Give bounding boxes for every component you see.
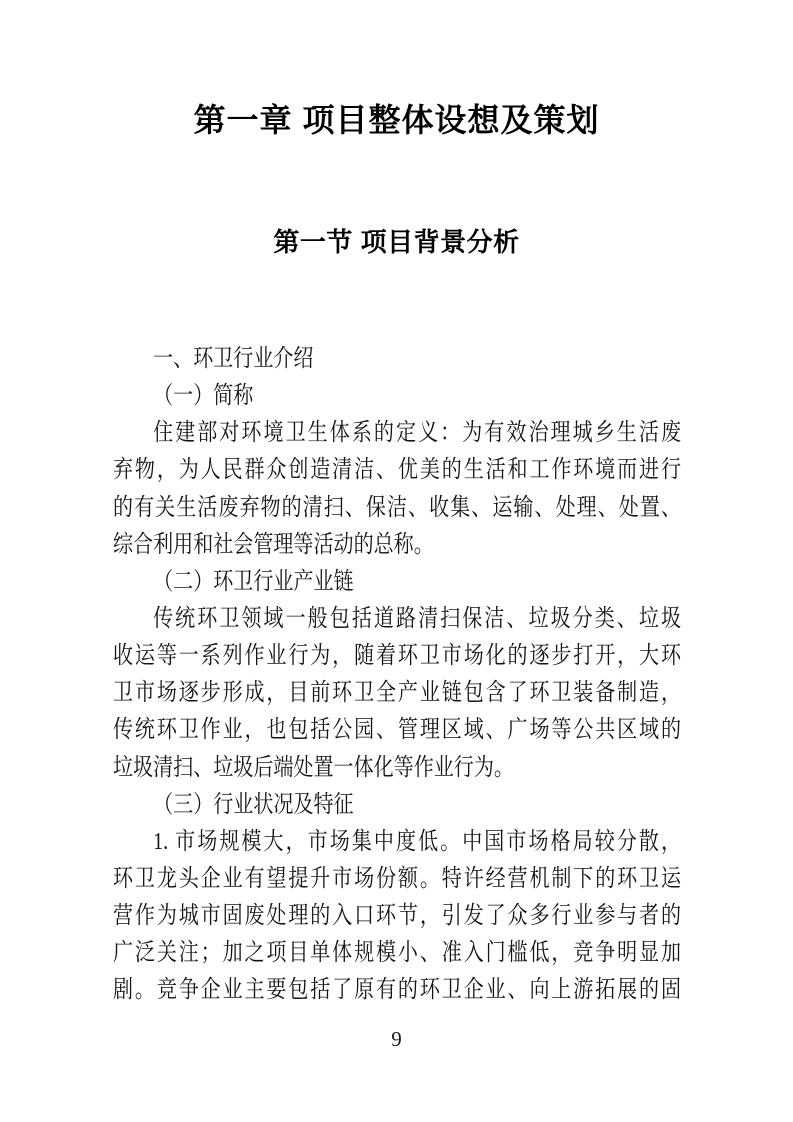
body-line: （三）行业状况及特征 — [153, 791, 354, 818]
body-line: （二）环卫行业产业链 — [153, 568, 354, 595]
body-line: 传统环卫作业，也包括公园、管理区域、广场等公共区域的 — [113, 717, 682, 744]
body-line: 环卫龙头企业有望提升市场份额。特许经营机制下的环卫运 — [113, 865, 682, 892]
body-line: 传统环卫领域一般包括道路清扫保洁、垃圾分类、垃圾 — [153, 605, 682, 632]
body-line: 住建部对环境卫生体系的定义：为有效治理城乡生活废 — [153, 420, 682, 447]
body-line: （一）简称 — [153, 383, 254, 410]
section-title: 第一节 项目背景分析 — [273, 227, 520, 257]
body-line: 一、环卫行业介绍 — [153, 346, 314, 372]
body-line: 卫市场逐步形成，目前环卫全产业链包含了环卫装备制造， — [113, 680, 682, 707]
body-line: 综合利用和社会管理等活动的总称。 — [113, 531, 434, 558]
body-paragraphs — [113, 341, 681, 1010]
body-line: 广泛关注；加之项目单体规模小、准入门槛低，竞争明显加 — [113, 940, 682, 967]
body-line: 1. 市场规模大，市场集中度低。中国市场格局较分散， — [153, 828, 682, 855]
body-line: 的有关生活废弃物的清扫、保洁、收集、运输、处理、处置、 — [113, 494, 682, 521]
body-line: 收运等一系列作业行为，随着环卫市场化的逐步打开，大环 — [113, 643, 682, 670]
chapter-title: 第一章 项目整体设想及策划 — [193, 102, 600, 138]
body-line: 垃圾清扫、垃圾后端处置一体化等作业行为。 — [113, 754, 514, 781]
body-line: 弃物，为人民群众创造清洁、优美的生活和工作环境而进行 — [113, 457, 682, 484]
body-text-block — [113, 341, 681, 1013]
page-number: 9 — [391, 1027, 402, 1051]
body-line: 营作为城市固废处理的入口环节，引发了众多行业参与者的 — [113, 903, 682, 930]
body-line: 剧。竞争企业主要包括了原有的环卫企业、向上游拓展的固 — [113, 977, 682, 1004]
